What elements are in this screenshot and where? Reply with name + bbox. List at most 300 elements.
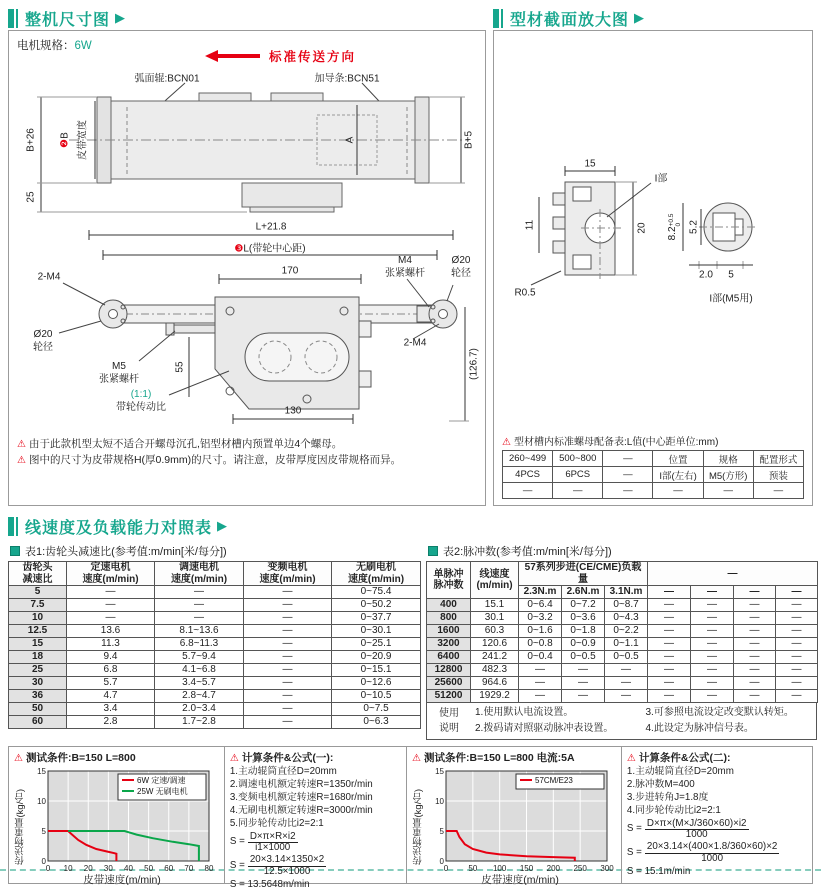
table-cell: — (648, 625, 691, 638)
table-cell: — (603, 451, 653, 467)
usage-note: 3.可参照电流设定改变默认转矩。 (645, 707, 794, 718)
i-section-label: I部 (654, 173, 668, 185)
header-bar-icon (8, 9, 14, 28)
nut-table-block (502, 433, 804, 499)
formula-panel-2 (622, 746, 813, 884)
gear-ratio-table-block (8, 540, 420, 740)
table-cell: 0~1.1 (605, 638, 648, 651)
col-group-57-stepper: 57系列步进(CE/CME)负载量 (519, 562, 648, 586)
col-dash: — (734, 586, 776, 599)
table-row (427, 638, 818, 651)
table-cell: — (691, 638, 734, 651)
table-cell: 18 (9, 651, 67, 664)
x-axis-label: 皮带速度(m/min) (83, 874, 161, 886)
table-cell: 6.8~11.3 (155, 638, 244, 651)
table-cell: 0~20.9 (332, 651, 421, 664)
table-row (427, 677, 818, 690)
m4-right2-label: 2-M4 (403, 337, 427, 349)
y-tick-label: 0 (41, 857, 46, 866)
col-dash: — (648, 586, 691, 599)
col-gear-ratio: 齿轮头 减速比 (9, 562, 67, 586)
x-tick-label: 70 (184, 864, 194, 873)
nut-table (502, 450, 804, 499)
x-tick-label: 50 (468, 864, 478, 873)
table-cell: 0~2.2 (605, 625, 648, 638)
usage-notes (426, 703, 817, 740)
dim-15: 15 (584, 158, 596, 170)
table-row (9, 664, 421, 677)
table-cell: 3.4~5.7 (155, 677, 244, 690)
table-cell: 0~7.5 (332, 703, 421, 716)
table-cell: — (244, 677, 332, 690)
drawing-notes (17, 437, 477, 469)
profile-art (503, 157, 803, 317)
table-cell: 2.8~4.7 (155, 690, 244, 703)
table-cell: — (734, 690, 776, 703)
table-cell: — (244, 690, 332, 703)
caption-text: 表1:齿轮头减速比(参考值:m/min[米/每分]) (25, 546, 227, 558)
formula-panel-1 (225, 746, 407, 890)
table-row (427, 690, 818, 703)
conditions-text: 测试条件:B=150 L=800 电流:5A (424, 752, 575, 764)
ratio-value: (1:1) (130, 389, 152, 400)
table-cell: 241.2 (471, 651, 519, 664)
table-cell: — (562, 690, 605, 703)
table-cell: — (691, 677, 734, 690)
table-cell: 0~0.4 (519, 651, 562, 664)
test-chart-panel-2 (407, 746, 622, 884)
tol-upper: +0.5 (668, 213, 676, 227)
x-tick-label: 40 (124, 864, 133, 873)
formula2-title (627, 750, 807, 765)
roller-label: 弧面辊:BCN01 (134, 73, 200, 85)
table-row (9, 651, 421, 664)
table-cell: — (648, 599, 691, 612)
wheel-label: 轮径 (33, 341, 53, 353)
table-cell: — (244, 625, 332, 638)
table-cell: 10 (9, 612, 67, 625)
table-cell: 12.5 (9, 625, 67, 638)
table-cell: 0~1.6 (519, 625, 562, 638)
table-cell: — (753, 483, 803, 499)
play-arrow-icon: ▶ (634, 10, 645, 25)
table-cell: 36 (9, 690, 67, 703)
table-cell: — (244, 612, 332, 625)
side-view-drawing (17, 221, 480, 431)
table-cell: 25 (9, 664, 67, 677)
table-cell: — (691, 664, 734, 677)
usage-label-line: 说明 (439, 723, 459, 734)
table-cell: 12800 (427, 664, 471, 677)
table-row (427, 625, 818, 638)
x-tick-label: 50 (144, 864, 154, 873)
profile-section-header (493, 6, 813, 30)
table-cell: — (734, 677, 776, 690)
load-speed-chart-6w (28, 766, 216, 874)
belt-width-label: 皮带宽度 (77, 120, 89, 160)
section-title: 线速度及负载能力对照表 (25, 519, 213, 537)
dim-52: 5.2 (688, 220, 700, 234)
table-cell: — (562, 677, 605, 690)
table-cell: 0~25.1 (332, 638, 421, 651)
formula-line: 1.主动辊筒直径D=20mm (229, 766, 337, 777)
header-bar-icon (16, 517, 18, 536)
col-pulse-count: 单脉冲 脉冲数 (427, 562, 471, 599)
table-cell: — (734, 625, 776, 638)
table-cell: — (519, 677, 562, 690)
dim-belt-b (60, 132, 71, 148)
table-cell: 规格 (703, 451, 753, 467)
y-tick-label: 0 (439, 857, 445, 866)
table-cell: 25600 (427, 677, 471, 690)
table-cell: — (703, 483, 753, 499)
formula-fraction: S = $\frac{D\times\pi\times R\times i2}{i1\times 1000}$ (229, 830, 296, 854)
table-cell: I部(左右) (653, 467, 703, 483)
table-cell: 0~0.9 (562, 638, 605, 651)
m4-label: M4 (398, 255, 412, 266)
dim-b-text: B (59, 132, 71, 139)
table-cell: 120.6 (471, 638, 519, 651)
formula-fraction: S = $\frac{D\times\pi\times(M\times J/360\times 60)\times i2}{1000}$ (626, 817, 747, 841)
table-cell: — (734, 599, 776, 612)
table-cell: — (155, 586, 244, 599)
table-cell: — (605, 690, 648, 703)
table-cell: 5.7 (67, 677, 155, 690)
table-cell: — (691, 612, 734, 625)
col-adjustable-speed: 调速电机 速度(m/min) (155, 562, 244, 586)
table-row (9, 677, 421, 690)
table-cell: 260~499 (503, 451, 553, 467)
table-cell: 0~8.7 (605, 599, 648, 612)
section-profile (493, 6, 813, 506)
x-tick-label: 30 (103, 864, 113, 873)
y-tick-label: 15 (435, 767, 445, 776)
play-arrow-icon: ▶ (217, 518, 228, 533)
note-text: 由于此款机型太短不适合开螺母沉孔,铝型材槽内预置单边4个螺母。 (28, 438, 343, 450)
table-header-row (427, 562, 818, 586)
play-arrow-icon: ▶ (115, 10, 126, 25)
ratio-text: 带轮传动比 (116, 401, 166, 413)
dim-r05: R0.5 (514, 287, 536, 299)
table-cell: — (776, 690, 818, 703)
table-cell: 0~15.1 (332, 664, 421, 677)
table2-caption (428, 543, 817, 559)
col-fixed-speed: 定速电机 速度(m/min) (67, 562, 155, 586)
table-cell: — (776, 625, 818, 638)
table-cell: — (691, 690, 734, 703)
table-cell: 15 (9, 638, 67, 651)
x-tick-label: 20 (83, 864, 93, 873)
table-row (427, 664, 818, 677)
warning-icon: ⚠ (14, 753, 23, 764)
table-cell: 9.4 (67, 651, 155, 664)
table-cell: 0~12.6 (332, 677, 421, 690)
usage-note: 2.拨码请对照驱动脉冲表设置。 (475, 723, 614, 734)
table-cell: — (244, 716, 332, 729)
y-tick-label: 5 (41, 827, 46, 836)
table-row (427, 651, 818, 664)
y-tick-label: 10 (435, 797, 445, 806)
table-row (503, 467, 804, 483)
table-cell: — (691, 599, 734, 612)
y-tick-label: 15 (37, 767, 46, 776)
table-cell: 0~3.2 (519, 612, 562, 625)
overall-section-header (8, 6, 486, 30)
table-cell: 0~50.2 (332, 599, 421, 612)
page-title: 整机尺寸图 (25, 11, 111, 29)
tables-row (8, 540, 813, 740)
m5-label: M5 (112, 361, 126, 372)
header-bar-icon (501, 9, 503, 28)
table-row (427, 599, 818, 612)
usage-label (427, 703, 471, 739)
profile-panel (493, 30, 813, 506)
dim-b26: B+26 (25, 128, 37, 152)
dim-82-tol (667, 214, 683, 241)
dim-82: 8.2 (667, 226, 679, 241)
table-cell: — (244, 638, 332, 651)
table-cell: — (562, 664, 605, 677)
tol-lower: 0 (675, 222, 682, 227)
table-cell: 4PCS (503, 467, 553, 483)
x-tick-label: 100 (493, 864, 507, 873)
table-cell: 3200 (427, 638, 471, 651)
col-26nm: 2.6N.m (562, 586, 605, 599)
dia20-left-label (33, 329, 53, 354)
formula-line: 3.步进转角J=1.8度 (626, 791, 709, 803)
usage-label-line: 使用 (439, 708, 459, 719)
dim-2: 2.0 (699, 269, 713, 281)
usage-notes-left (475, 705, 646, 737)
formula-line: 3.变频电机额定转速R=1680r/min (229, 791, 373, 803)
table-cell: — (605, 677, 648, 690)
motor-spec-label: 电机规格： (17, 40, 75, 52)
col-dash: — (691, 586, 734, 599)
x-tick-label: 10 (63, 864, 73, 873)
table-cell: 3.4 (67, 703, 155, 716)
table-cell: 预装 (753, 467, 803, 483)
section-title: 型材截面放大图 (510, 11, 630, 29)
header-bar-icon (8, 517, 14, 536)
table-icon (10, 546, 20, 556)
table-row (9, 599, 421, 612)
bottom-row (8, 746, 813, 890)
table-cell: 0~37.7 (332, 612, 421, 625)
x-tick-label: 0 (443, 864, 449, 873)
formula-line: 4.无刷电机额定转速R=3000r/min (229, 804, 373, 816)
formula-fraction: S = $\frac{20\times 3.14\times(400\times 1.8/360\times 60)\times 2}{1000}$ (626, 841, 778, 864)
note-line (17, 453, 477, 469)
pulley-ratio-label (116, 389, 166, 414)
table-cell: — (776, 664, 818, 677)
table-row (9, 625, 421, 638)
table-row (9, 716, 421, 729)
table-cell: 0~30.1 (332, 625, 421, 638)
table-cell: 0~10.5 (332, 690, 421, 703)
table-cell: 0~1.8 (562, 625, 605, 638)
load-speed-chart-57cm (426, 766, 614, 874)
table-cell: — (691, 651, 734, 664)
dim-b5: B+5 (463, 130, 475, 150)
arrow-left-icon (205, 50, 218, 62)
table-cell: 13.6 (67, 625, 155, 638)
test-chart-panel-1 (8, 746, 225, 884)
dim-5: 5 (728, 269, 734, 281)
table-cell: — (244, 586, 332, 599)
dia20-label: Ø20 (451, 255, 471, 266)
col-group-dash: — (648, 562, 818, 586)
speed-section-header (8, 514, 813, 538)
section-overall-dimensions (8, 6, 486, 506)
table-cell: — (776, 651, 818, 664)
dia20-label: Ø20 (33, 329, 53, 340)
formula-line: 2.脉冲数M=400 (626, 778, 695, 790)
y-axis-label: 传送物重量(kg/台) (413, 788, 425, 865)
table-cell: — (734, 638, 776, 651)
table-cell: — (648, 677, 691, 690)
y-tick-label: 5 (439, 827, 445, 836)
dim-20: 20 (636, 222, 648, 234)
warning-icon: ⚠ (412, 753, 422, 764)
warning-icon: ⚠ (502, 437, 511, 448)
warning-icon: ⚠ (17, 454, 26, 466)
table-row (9, 703, 421, 716)
transport-direction-label: 标准传送方向 (269, 50, 357, 64)
x-tick-label: 300 (600, 864, 614, 873)
col-brushless: 无刷电机 速度(m/min) (332, 562, 421, 586)
table-cell: 1.7~2.8 (155, 716, 244, 729)
table-cell: 配置形式 (753, 451, 803, 467)
table-cell: 7.5 (9, 599, 67, 612)
table-cell: 11.3 (67, 638, 155, 651)
table-cell: — (244, 703, 332, 716)
usage-note: 1.使用默认电流设置。 (475, 707, 574, 718)
table-row (503, 483, 804, 499)
table-cell: 60 (9, 716, 67, 729)
table-cell: — (503, 483, 553, 499)
formula-result: S = 13.5648m/min (229, 878, 310, 890)
table-cell: — (776, 612, 818, 625)
table-row (9, 638, 421, 651)
table-cell: — (648, 651, 691, 664)
formula-line: 4.同步轮传动比i2=2:1 (626, 804, 721, 816)
table-cell: — (244, 599, 332, 612)
table-cell: 0~6.4 (519, 599, 562, 612)
table-cell: 800 (427, 612, 471, 625)
warning-icon: ⚠ (229, 753, 239, 764)
table-cell: — (776, 677, 818, 690)
table-cell: 0~0.5 (605, 651, 648, 664)
table-row (427, 612, 818, 625)
x-tick-label: 60 (164, 864, 174, 873)
col-dash: — (776, 586, 818, 599)
table-cell: — (648, 690, 691, 703)
x-tick-label: 200 (546, 864, 561, 873)
x-tick-label: 250 (573, 864, 587, 873)
test-conditions-1 (14, 750, 219, 765)
table-cell: 964.6 (471, 677, 519, 690)
table-cell: — (244, 651, 332, 664)
table-cell: 5.7~9.4 (155, 651, 244, 664)
col-31nm: 3.1N.m (605, 586, 648, 599)
y-tick-label: 10 (37, 797, 46, 806)
table-cell: — (603, 483, 653, 499)
table-cell: — (648, 638, 691, 651)
conditions-text: 测试条件:B=150 L=800 (25, 752, 136, 764)
arrow-bar-icon (218, 54, 260, 58)
m4-left-label: 2-M4 (37, 271, 61, 283)
table-cell: 5 (9, 586, 67, 599)
table-cell: 15.1 (471, 599, 519, 612)
table-cell: — (776, 599, 818, 612)
table-cell: 400 (427, 599, 471, 612)
table-cell: — (734, 651, 776, 664)
table-cell: 60.3 (471, 625, 519, 638)
pulse-table (426, 561, 818, 703)
dim-25: 25 (25, 191, 37, 203)
legend-label: 25W 无刷电机 (137, 787, 188, 796)
dim-130: 130 (284, 405, 302, 417)
table-cell: 50 (9, 703, 67, 716)
table-cell: 0~7.2 (562, 599, 605, 612)
transport-direction (205, 47, 356, 65)
table-cell: 2.0~3.4 (155, 703, 244, 716)
m5-tensioner-label (99, 361, 139, 386)
pulse-table-block (426, 540, 817, 740)
dim-11: 11 (524, 219, 536, 231)
table-cell: 0~3.6 (562, 612, 605, 625)
dia20-right-label (451, 255, 471, 280)
table-row (9, 690, 421, 703)
profile-drawing (503, 157, 803, 317)
warning-icon: ⚠ (626, 753, 636, 764)
gear-ratio-table (8, 561, 421, 729)
table-row (503, 451, 804, 467)
dim-l-center (234, 240, 305, 255)
table-cell: 30.1 (471, 612, 519, 625)
title-text: 计算条件&公式(二): (638, 752, 731, 764)
formula-line: 5.同步轮传动比i2=2:1 (229, 817, 324, 829)
table-cell: 482.3 (471, 664, 519, 677)
table-cell: 位置 (653, 451, 703, 467)
formula-result: S = 15.1m/min (626, 865, 691, 877)
table-cell: 0~0.5 (562, 651, 605, 664)
formula-line: 1.主动辊筒直径D=20mm (626, 766, 734, 777)
col-line-speed: 线速度 (m/min) (471, 562, 519, 599)
nut-table-caption (502, 433, 804, 448)
top-view-drawing (17, 67, 477, 217)
table-cell: — (67, 586, 155, 599)
table-row (9, 612, 421, 625)
formula-fraction: S = $\frac{20\times 3.14\times 1350\times 2}{12.5\times 1000}$ (229, 854, 325, 877)
table-cell: — (67, 612, 155, 625)
test-conditions-2 (412, 750, 616, 765)
x-tick-label: 0 (45, 864, 51, 873)
table-cell: 0~0.8 (519, 638, 562, 651)
table-cell: 6PCS (553, 467, 603, 483)
overall-drawing-panel (8, 30, 486, 506)
x-tick-label: 80 (204, 864, 214, 873)
x-axis-label: 皮带速度(m/min) (481, 874, 559, 886)
dim-55: 55 (174, 361, 186, 373)
table-cell: — (519, 664, 562, 677)
table-cell: M5(方形) (703, 467, 753, 483)
table-cell: 4.1~6.8 (155, 664, 244, 677)
table-row (9, 586, 421, 599)
table-cell: 0~75.4 (332, 586, 421, 599)
badge-2-icon: ❷ (59, 138, 71, 148)
table-cell: — (734, 664, 776, 677)
